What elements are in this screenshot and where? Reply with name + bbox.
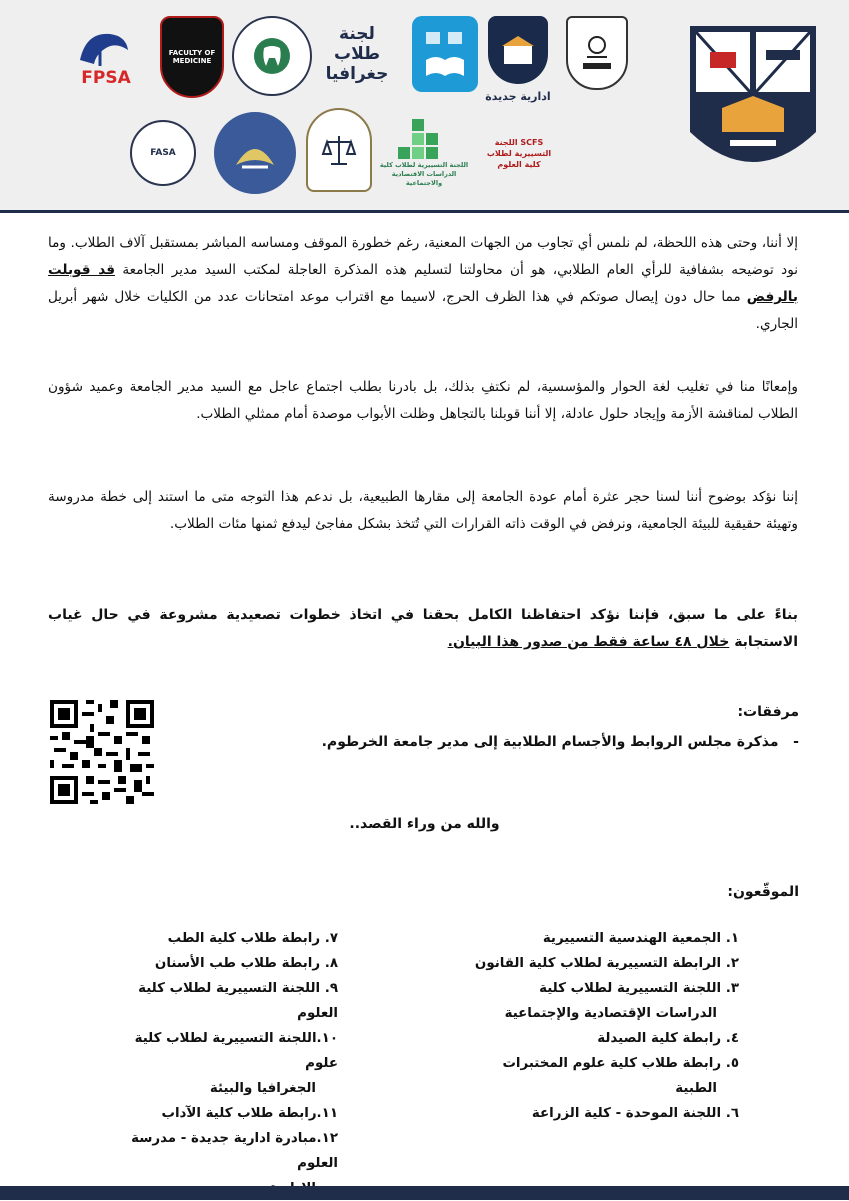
signatories-right-column	[469, 926, 739, 1126]
signatory: ٦. اللجنة الموحدة - كلية الزراعة	[531, 1106, 739, 1121]
economics-logo-label: اللجنة التسييرية لطلاب كلية الدراسات الاقتصادية والاجتماعية	[379, 160, 469, 187]
flask-icon	[577, 31, 617, 75]
bullet-dash: -	[778, 734, 799, 750]
paragraph-4	[48, 602, 798, 656]
signatory: ٩. اللجنة التسييرية لطلاب كلية العلوم	[138, 981, 338, 1021]
tooth-icon	[252, 36, 292, 76]
qr-code-icon	[50, 700, 154, 804]
paragraph-1-emphasis: قد قوبلت بالرفض	[48, 262, 798, 305]
medicine-logo	[160, 16, 224, 98]
attachments-title: مرفقات:	[737, 704, 799, 720]
signatory: ١٢.مبادرة ادارية جديدة - مدرسة العلوم	[131, 1131, 338, 1171]
signatory: الجغرافيا والبيئة	[209, 1081, 316, 1096]
signatories-title: الموقّعون:	[727, 884, 799, 900]
signatories-left-column	[116, 926, 338, 1201]
paragraph-1	[48, 230, 798, 338]
admin-logo	[488, 16, 548, 84]
law-logo	[306, 108, 372, 192]
closing-line: والله من وراء القصد..	[349, 816, 500, 832]
agriculture-logo	[214, 112, 296, 194]
engineering-logo	[412, 16, 478, 92]
signatory: ٥. رابطة طلاب كلية علوم المختبرات	[502, 1056, 739, 1071]
paragraph-4-text: بناءً على ما سبق، فإننا نؤكد احتفاظنا الكامل بحقنا في اتخاذ خطوات تصعيدية مشروعة في حال غياب الاستجابة	[48, 607, 798, 650]
scales-icon	[319, 130, 359, 170]
medicine-logo-label: FACULTY OF MEDICINE	[168, 48, 216, 65]
grid-icon	[392, 117, 456, 161]
fpsa-label: FPSA	[81, 68, 131, 88]
paragraph-1-text: إلا أننا، وحتى هذه اللحظة، لم نلمس أي تجاوب من الجهات المعنية، رغم خطورة الموقف ومساسه المباشر بمستقبل آلاف الطلاب. وما نود توضيحه بشفافية للرأي العام الطلابي، هو أن محاولتنا لتسليم هذه المذكرة العاجلة لمكتب السيد مدير الجامعة	[48, 235, 798, 278]
signatory: الدراسات الإقتصادية والإجتماعية	[504, 1006, 717, 1021]
paragraph-2: وإمعانًا منا في تغليب لغة الحوار والمؤسسية، لم نكتفِ بذلك، بل بادرنا بطلب اجتماع عاجل مع السيد مدير الجامعة وعميد شؤون الطلاب لمناقشة الأزمة وإيجاد حلول عادلة، إلا أننا قوبلنا بالتجاهل وظلت الأبواب موصدة أمام ممثلي الطلاب.	[48, 379, 798, 422]
university-of-khartoum-crest-icon	[686, 22, 820, 187]
arts-logo-label: FASA	[150, 147, 176, 158]
letterhead	[0, 0, 849, 213]
paragraph-4-deadline: خلال ٤٨ ساعة فقط من صدور هذا البيان.	[447, 634, 730, 650]
dental-logo	[232, 16, 312, 96]
signatory: ٧. رابطة طلاب كلية الطب	[167, 931, 338, 946]
economics-logo	[376, 112, 472, 192]
signatory: ٨. رابطة طلاب طب الأسنان	[154, 956, 338, 971]
signatory: ٣. اللجنة التسييرية لطلاب كلية	[539, 981, 739, 996]
science-logo	[478, 112, 560, 194]
signatory: الطبية	[675, 1081, 717, 1096]
geography-logo-label: لجنة طلاب جغرافيا	[325, 24, 389, 84]
attachments-item-text: مذكرة مجلس الروابط والأجسام الطلابية إلى مدير جامعة الخرطوم.	[321, 734, 779, 750]
leaf-icon	[230, 131, 280, 175]
paragraph-3: إننا نؤكد بوضوح أننا لسنا حجر عثرة أمام عودة الجامعة إلى مقارها الطبيعية، بل ندعم هذا التوجه متى ما استند إلى خطة مدروسة وتهيئة حقيقية للبيئة الجامعية، ونرفض في الوقت ذاته القرارات التي تُتخذ بشكل مفاجئ ليدفع ثمنها مئات الطلاب.	[48, 489, 798, 532]
signatory: ٢. الرابطة التسييرية لطلاب كلية القانون	[474, 956, 739, 971]
signatory: ٤. رابطة كلية الصيدلة	[597, 1031, 739, 1046]
book-icon	[420, 26, 470, 82]
admin-logo-label: ادارية جديدة	[485, 90, 551, 103]
science-logo-label: SCFS اللجنة التسييرية لطلاب كلية العلوم	[486, 137, 552, 169]
signatory: ١١.رابطة طلاب كلية الآداب	[161, 1106, 338, 1121]
signatory: ١. الجمعية الهندسية التسييرية	[542, 931, 739, 946]
lab-logo	[566, 16, 628, 90]
building-icon	[498, 30, 538, 70]
arts-logo	[130, 120, 196, 186]
geography-logo	[316, 16, 398, 92]
paragraph-1-rest: مما حال دون إيصال صوتكم في هذا الظرف الحرج، لاسيما مع اقتراب موعد امتحانات عدد من الكليات خلال شهر أبريل الجاري.	[48, 289, 798, 332]
signatory: ١٠.اللجنة التسييرية لطلاب كلية علوم	[134, 1031, 338, 1071]
attachments-item	[322, 734, 799, 750]
footer-bar	[0, 1186, 849, 1200]
